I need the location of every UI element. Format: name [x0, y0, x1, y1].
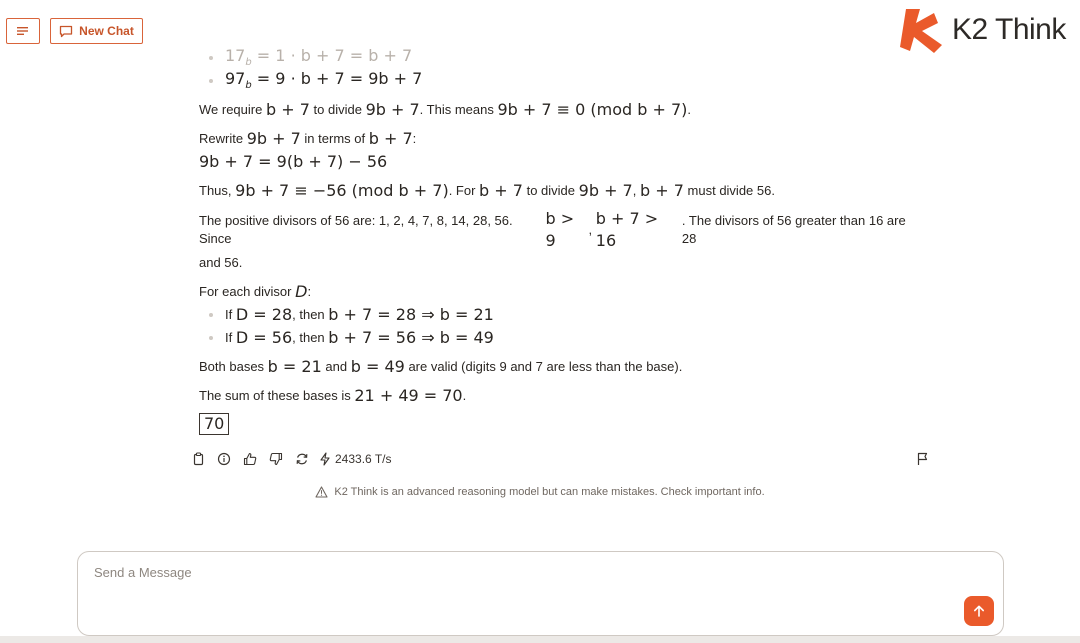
- text: For each divisor: [199, 283, 292, 299]
- text: Both bases: [199, 358, 265, 374]
- bottom-strip: [0, 636, 1080, 643]
- assistant-message: [199, 46, 919, 435]
- thumbs-up-icon[interactable]: [241, 450, 259, 468]
- text: to divide: [526, 182, 576, 198]
- text: The positive divisors of 56 are: 1, 2, 4, 7, 8, 14, 28, 56. Since: [199, 213, 513, 246]
- math-expression: b + 7: [479, 180, 523, 200]
- message-composer: [77, 551, 1004, 636]
- text: Thus,: [199, 182, 232, 198]
- arrow-up-icon: [972, 604, 986, 618]
- paragraph-require: [199, 98, 919, 121]
- message-actions: [189, 449, 941, 469]
- final-answer: [199, 413, 919, 435]
- text: and: [325, 358, 348, 374]
- paragraph-rewrite: [199, 127, 919, 150]
- math-expression: 9b + 7: [246, 128, 301, 148]
- paragraph-sum: [199, 384, 919, 407]
- text: and 56.: [199, 254, 243, 270]
- math-expression: b + 7: [368, 128, 413, 148]
- paragraph-both-bases: [199, 355, 919, 378]
- thumbs-down-icon[interactable]: [267, 450, 285, 468]
- message-input[interactable]: [92, 564, 952, 581]
- math-expression: b > 9: [545, 209, 575, 250]
- math-expression: b = 49: [350, 356, 405, 376]
- divisor-cases-list: [199, 303, 919, 349]
- disclaimer-text: K2 Think is an advanced reasoning model but can make mistakes. Check important info.: [334, 486, 765, 498]
- text: . The divisors of 56 greater than 16 are 28: [681, 213, 906, 246]
- list-item: [199, 46, 919, 69]
- new-chat-button[interactable]: [50, 18, 143, 44]
- math-expression: 9b + 7 = 9(b + 7) − 56: [199, 151, 388, 171]
- math-expression: b + 7 = 28 ⇒ b = 21: [328, 304, 494, 324]
- math-expression: 9b + 7 ≡ 0 (mod b + 7): [497, 99, 688, 119]
- send-button[interactable]: [964, 596, 994, 626]
- text: to divide: [313, 101, 362, 117]
- math-expression: D = 56: [235, 327, 293, 347]
- text: , then: [292, 306, 325, 322]
- text: . This means: [419, 101, 494, 117]
- math-subscript: b: [245, 80, 252, 92]
- text: ,: [588, 221, 593, 237]
- chat-bubble-icon: [59, 25, 73, 38]
- token-speed-value: 2433.6 T/s: [335, 452, 392, 466]
- token-speed: [319, 452, 391, 466]
- text: must divide 56.: [687, 182, 775, 198]
- math-expression: 9b + 7: [578, 180, 633, 200]
- math-expression: 9b + 7 ≡ −56 (mod b + 7): [235, 180, 449, 200]
- text: in terms of: [304, 130, 366, 146]
- paragraph-thus: [199, 179, 919, 202]
- math-expression: D: [295, 281, 308, 301]
- math-expression: 9b + 7: [365, 99, 420, 119]
- warning-icon: [315, 486, 328, 498]
- list-item: [199, 69, 919, 92]
- math-expression: b + 7: [265, 99, 310, 119]
- k2-think-logo: [898, 6, 1076, 54]
- text: :: [307, 283, 312, 299]
- math-expression: b + 7: [639, 180, 684, 200]
- text: .: [462, 387, 467, 403]
- sidebar-toggle-button[interactable]: [6, 18, 40, 44]
- text: , then: [292, 329, 325, 345]
- text: The sum of these bases is: [199, 387, 351, 403]
- text: .: [687, 101, 692, 117]
- flag-icon[interactable]: [913, 450, 931, 468]
- info-icon[interactable]: [215, 450, 233, 468]
- math-subscript: b: [245, 57, 252, 69]
- math-expression: = 1 · b + 7 = b + 7: [251, 46, 413, 66]
- text: :: [412, 130, 417, 146]
- math-expression: b = 21: [267, 356, 322, 376]
- boxed-answer: 70: [199, 413, 229, 435]
- menu-icon: [17, 26, 29, 36]
- list-item: [199, 326, 919, 349]
- text: ,: [632, 182, 637, 198]
- text: are valid (digits 9 and 7 are less than the base).: [408, 358, 683, 374]
- math-number: 97: [225, 69, 246, 89]
- text: If: [225, 306, 233, 322]
- text: If: [225, 329, 233, 345]
- math-number: 17: [225, 46, 246, 66]
- paragraph-each-divisor: [199, 280, 919, 303]
- lightning-icon: [319, 452, 331, 466]
- math-expression: b + 7 = 56 ⇒ b = 49: [328, 327, 494, 347]
- list-item: [199, 303, 919, 326]
- disclaimer: [0, 486, 1080, 498]
- text: Rewrite: [199, 130, 244, 146]
- base-conversion-list: [199, 46, 919, 92]
- text: We require: [199, 101, 263, 117]
- new-chat-label: New Chat: [79, 24, 134, 38]
- math-expression: D = 28: [235, 304, 293, 324]
- copy-icon[interactable]: [189, 450, 207, 468]
- text: . For: [448, 182, 476, 198]
- math-expression: 21 + 49 = 70: [354, 385, 463, 405]
- regenerate-icon[interactable]: [293, 450, 311, 468]
- equation-rewrite: [199, 150, 919, 173]
- math-expression: = 9 · b + 7 = 9b + 7: [251, 69, 423, 89]
- logo-text: K2 Think: [952, 13, 1066, 46]
- math-expression: b + 7 > 16: [595, 209, 659, 250]
- paragraph-divisors: [199, 208, 919, 274]
